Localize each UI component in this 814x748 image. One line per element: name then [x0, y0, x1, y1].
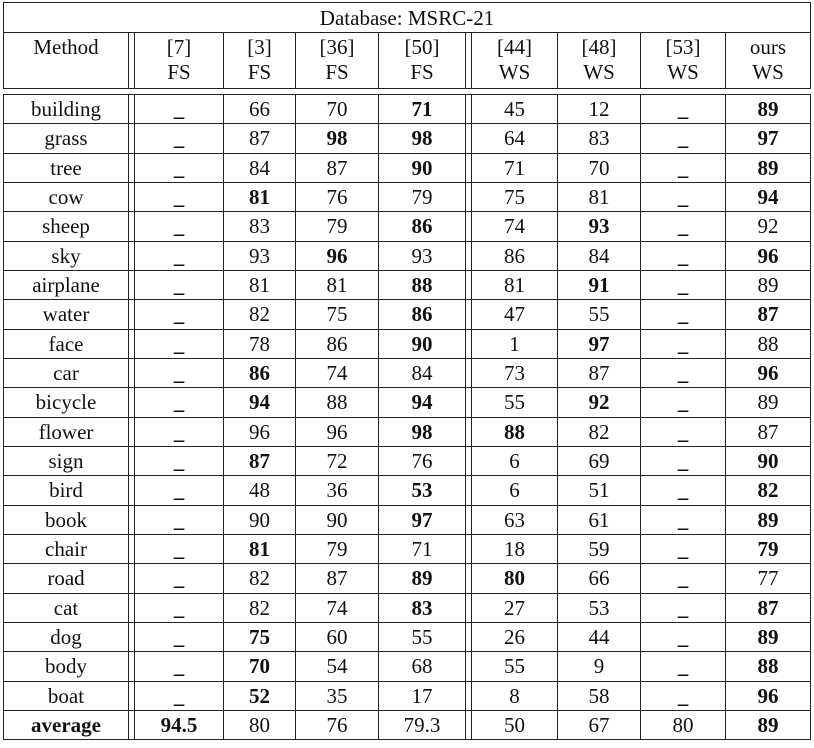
value-cell: 89: [757, 390, 779, 415]
value-cell: 84: [558, 242, 641, 270]
value-cell: 83: [558, 124, 641, 152]
empty-value-cell: _: [641, 388, 726, 416]
row-label: chair: [4, 535, 129, 563]
empty-value-cell: _: [135, 682, 224, 710]
value-cell: 89: [757, 712, 779, 737]
table-row: [3, 535, 811, 564]
value-cell: 96: [757, 683, 779, 708]
value-cell: 86: [224, 359, 296, 387]
col-type: WS: [583, 60, 615, 84]
empty-value-cell: _: [641, 476, 726, 504]
value-cell: 48: [224, 476, 296, 504]
value-cell: 66: [558, 564, 641, 592]
value-cell: 89: [379, 564, 466, 592]
value-cell: 6: [472, 476, 558, 504]
empty-value-cell: _: [135, 535, 224, 563]
value-cell: 71: [472, 154, 558, 182]
value-cell: 79: [296, 535, 379, 563]
row-label: average: [4, 711, 129, 739]
table-row: [3, 154, 811, 183]
value-cell: 89: [757, 507, 779, 532]
value-cell: 96: [296, 418, 379, 446]
value-cell: 55: [472, 652, 558, 680]
empty-value-cell: _: [135, 95, 224, 123]
value-cell: 76: [379, 447, 466, 475]
empty-value-cell: _: [135, 359, 224, 387]
table-row: [3, 447, 811, 476]
empty-value-cell: _: [641, 300, 726, 328]
col-ref: [3]: [247, 35, 272, 59]
value-cell: 87: [757, 595, 779, 620]
col-type: WS: [667, 60, 699, 84]
value-cell: 96: [224, 418, 296, 446]
results-table: [3, 2, 811, 740]
value-cell: 89: [757, 155, 779, 180]
row-label: face: [4, 330, 129, 358]
value-cell: 81: [558, 183, 641, 211]
value-cell: 90: [379, 154, 466, 182]
empty-value-cell: _: [641, 124, 726, 152]
value-cell: 79: [296, 212, 379, 240]
header-row: [3, 32, 811, 89]
empty-value-cell: _: [641, 330, 726, 358]
value-cell: 71: [379, 95, 466, 123]
value-cell: 88: [379, 271, 466, 299]
col-ref: [50]: [404, 35, 440, 59]
value-cell: 79: [757, 536, 779, 561]
value-cell: 87: [757, 302, 779, 327]
value-cell: 98: [296, 124, 379, 152]
empty-value-cell: _: [135, 447, 224, 475]
value-cell: 98: [379, 124, 466, 152]
value-cell: 94: [224, 388, 296, 416]
header-col: [472, 33, 558, 88]
value-cell: 70: [296, 95, 379, 123]
header-col: [558, 33, 641, 88]
value-cell: 79.3: [379, 711, 466, 739]
empty-value-cell: _: [641, 418, 726, 446]
row-label: book: [4, 506, 129, 534]
value-cell: 64: [472, 124, 558, 152]
value-cell: 70: [558, 154, 641, 182]
value-cell: 55: [472, 388, 558, 416]
value-cell: 93: [558, 212, 641, 240]
table-row: [3, 388, 811, 417]
row-label: body: [4, 652, 129, 680]
table-row: [3, 183, 811, 212]
value-cell: 82: [224, 594, 296, 622]
header-col: [726, 33, 810, 88]
table-row: [3, 242, 811, 271]
value-cell: 81: [224, 183, 296, 211]
value-cell: 89: [757, 97, 779, 121]
col-ref: [53]: [665, 35, 701, 59]
value-cell: 52: [224, 682, 296, 710]
value-cell: 80: [641, 711, 726, 739]
value-cell: 75: [296, 300, 379, 328]
row-label: sheep: [4, 212, 129, 240]
value-cell: 88: [757, 331, 779, 356]
value-cell: 6: [472, 447, 558, 475]
row-label: tree: [4, 154, 129, 182]
value-cell: 90: [296, 506, 379, 534]
value-cell: 66: [224, 95, 296, 123]
value-cell: 36: [296, 476, 379, 504]
value-cell: 96: [757, 243, 779, 268]
value-cell: 72: [296, 447, 379, 475]
empty-value-cell: _: [135, 506, 224, 534]
empty-value-cell: _: [135, 652, 224, 680]
empty-value-cell: _: [135, 300, 224, 328]
row-label: water: [4, 300, 129, 328]
header-col: [224, 33, 296, 88]
value-cell: 82: [224, 564, 296, 592]
value-cell: 90: [379, 330, 466, 358]
row-label: bicycle: [4, 388, 129, 416]
empty-value-cell: _: [135, 271, 224, 299]
value-cell: 97: [757, 126, 779, 151]
value-cell: 83: [379, 594, 466, 622]
col-ref: [36]: [319, 35, 355, 59]
empty-value-cell: _: [641, 564, 726, 592]
header-col: [379, 33, 466, 88]
col-ref: [44]: [497, 35, 532, 59]
table-row: [3, 594, 811, 623]
table-row: [3, 623, 811, 652]
empty-value-cell: _: [135, 564, 224, 592]
value-cell: 94: [379, 388, 466, 416]
value-cell: 44: [558, 623, 641, 651]
table-row: [3, 271, 811, 300]
col-type: WS: [498, 60, 531, 84]
row-label: sky: [4, 242, 129, 270]
value-cell: 89: [757, 624, 779, 649]
value-cell: 55: [558, 300, 641, 328]
value-cell: 88: [296, 388, 379, 416]
empty-value-cell: _: [641, 95, 726, 123]
empty-value-cell: _: [641, 682, 726, 710]
empty-value-cell: _: [135, 124, 224, 152]
value-cell: 96: [296, 242, 379, 270]
table-row: [3, 300, 811, 329]
value-cell: 89: [757, 272, 779, 297]
value-cell: 81: [224, 535, 296, 563]
value-cell: 86: [296, 330, 379, 358]
table-row: [3, 124, 811, 153]
value-cell: 97: [379, 506, 466, 534]
value-cell: 71: [379, 535, 466, 563]
empty-value-cell: _: [641, 535, 726, 563]
table-row: [3, 564, 811, 593]
value-cell: 73: [472, 359, 558, 387]
value-cell: 58: [558, 682, 641, 710]
empty-value-cell: _: [641, 154, 726, 182]
value-cell: 76: [296, 183, 379, 211]
table-body: [3, 94, 811, 740]
value-cell: 87: [224, 124, 296, 152]
empty-value-cell: _: [641, 506, 726, 534]
row-label: road: [4, 564, 129, 592]
table-row: [3, 652, 811, 681]
row-label: cow: [4, 183, 129, 211]
value-cell: 75: [224, 623, 296, 651]
col-type: FS: [325, 60, 349, 84]
value-cell: 8: [472, 682, 558, 710]
value-cell: 96: [757, 360, 779, 385]
empty-value-cell: _: [641, 271, 726, 299]
col-ref: ours: [749, 35, 787, 59]
col-type: FS: [247, 60, 272, 84]
value-cell: 97: [558, 330, 641, 358]
value-cell: 81: [224, 271, 296, 299]
row-label: airplane: [4, 271, 129, 299]
value-cell: 76: [296, 711, 379, 739]
value-cell: 80: [224, 711, 296, 739]
empty-value-cell: _: [135, 418, 224, 446]
table-row: [3, 682, 811, 711]
value-cell: 87: [296, 154, 379, 182]
empty-value-cell: _: [641, 447, 726, 475]
value-cell: 90: [224, 506, 296, 534]
empty-value-cell: _: [135, 183, 224, 211]
table-row: [3, 418, 811, 447]
value-cell: 53: [379, 476, 466, 504]
value-cell: 94: [757, 184, 779, 209]
value-cell: 60: [296, 623, 379, 651]
empty-value-cell: _: [135, 330, 224, 358]
value-cell: 9: [558, 652, 641, 680]
value-cell: 59: [558, 535, 641, 563]
col-ref: [48]: [581, 35, 617, 59]
value-cell: 82: [224, 300, 296, 328]
table-row: [3, 212, 811, 241]
value-cell: 51: [558, 476, 641, 504]
value-cell: 61: [558, 506, 641, 534]
value-cell: 17: [379, 682, 466, 710]
value-cell: 86: [379, 212, 466, 240]
value-cell: 77: [757, 566, 779, 591]
value-cell: 91: [558, 271, 641, 299]
row-label: boat: [4, 682, 129, 710]
value-cell: 84: [224, 154, 296, 182]
value-cell: 67: [558, 711, 641, 739]
value-cell: 92: [558, 388, 641, 416]
value-cell: 84: [379, 359, 466, 387]
table-title: Database: MSRC-21: [3, 2, 811, 32]
empty-value-cell: _: [641, 242, 726, 270]
value-cell: 55: [379, 623, 466, 651]
value-cell: 74: [296, 359, 379, 387]
value-cell: 45: [472, 95, 558, 123]
table-row: [3, 359, 811, 388]
empty-value-cell: _: [641, 652, 726, 680]
value-cell: 54: [296, 652, 379, 680]
col-type: FS: [410, 60, 434, 84]
value-cell: 98: [379, 418, 466, 446]
empty-value-cell: _: [135, 388, 224, 416]
empty-value-cell: _: [641, 212, 726, 240]
row-label: cat: [4, 594, 129, 622]
value-cell: 81: [472, 271, 558, 299]
table-row: [3, 95, 811, 124]
row-label: bird: [4, 476, 129, 504]
row-label: grass: [4, 124, 129, 152]
value-cell: 47: [472, 300, 558, 328]
value-cell: 70: [224, 652, 296, 680]
value-cell: 74: [472, 212, 558, 240]
col-type: FS: [167, 60, 191, 84]
value-cell: 63: [472, 506, 558, 534]
empty-value-cell: _: [135, 212, 224, 240]
empty-value-cell: _: [641, 183, 726, 211]
empty-value-cell: _: [641, 594, 726, 622]
value-cell: 86: [472, 242, 558, 270]
table-row: [3, 476, 811, 505]
value-cell: 82: [757, 478, 779, 503]
value-cell: 12: [558, 95, 641, 123]
value-cell: 94.5: [135, 711, 224, 739]
value-cell: 26: [472, 623, 558, 651]
value-cell: 87: [296, 564, 379, 592]
header-method: Method: [4, 33, 129, 88]
value-cell: 87: [757, 419, 779, 444]
value-cell: 87: [558, 359, 641, 387]
value-cell: 90: [757, 448, 779, 473]
value-cell: 87: [224, 447, 296, 475]
value-cell: 1: [472, 330, 558, 358]
average-row: [3, 711, 811, 740]
value-cell: 74: [296, 594, 379, 622]
value-cell: 18: [472, 535, 558, 563]
value-cell: 88: [472, 418, 558, 446]
row-label: sign: [4, 447, 129, 475]
header-col: [135, 33, 224, 88]
empty-value-cell: _: [135, 623, 224, 651]
empty-value-cell: _: [135, 154, 224, 182]
value-cell: 78: [224, 330, 296, 358]
value-cell: 82: [558, 418, 641, 446]
value-cell: 92: [757, 214, 779, 239]
value-cell: 35: [296, 682, 379, 710]
value-cell: 50: [472, 711, 558, 739]
row-label: flower: [4, 418, 129, 446]
row-label: dog: [4, 623, 129, 651]
header-col: [641, 33, 726, 88]
value-cell: 79: [379, 183, 466, 211]
empty-value-cell: _: [135, 594, 224, 622]
value-cell: 88: [757, 654, 779, 679]
empty-value-cell: _: [135, 476, 224, 504]
value-cell: 93: [379, 242, 466, 270]
value-cell: 68: [379, 652, 466, 680]
header-col: [296, 33, 379, 88]
row-label: building: [4, 95, 129, 123]
value-cell: 83: [224, 212, 296, 240]
col-type: WS: [752, 60, 784, 84]
value-cell: 75: [472, 183, 558, 211]
col-ref: [7]: [166, 35, 192, 59]
empty-value-cell: _: [641, 623, 726, 651]
value-cell: 86: [379, 300, 466, 328]
value-cell: 69: [558, 447, 641, 475]
empty-value-cell: _: [641, 359, 726, 387]
empty-value-cell: _: [135, 242, 224, 270]
table-row: [3, 506, 811, 535]
value-cell: 80: [472, 564, 558, 592]
value-cell: 53: [558, 594, 641, 622]
table-row: [3, 330, 811, 359]
row-label: car: [4, 359, 129, 387]
value-cell: 81: [296, 271, 379, 299]
value-cell: 93: [224, 242, 296, 270]
value-cell: 27: [472, 594, 558, 622]
